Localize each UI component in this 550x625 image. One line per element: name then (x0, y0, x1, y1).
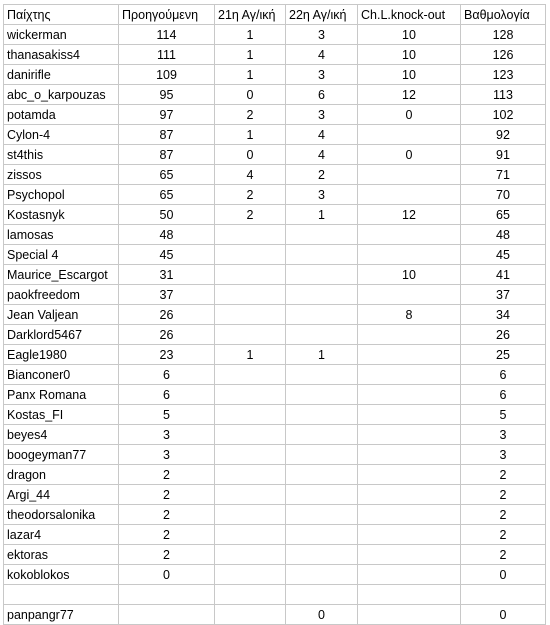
score-cell[interactable]: 2 (461, 545, 546, 565)
score-cell[interactable] (286, 525, 358, 545)
score-cell[interactable]: 3 (119, 425, 215, 445)
score-cell[interactable] (215, 445, 286, 465)
score-cell[interactable] (215, 425, 286, 445)
score-cell[interactable]: 2 (215, 185, 286, 205)
score-cell[interactable] (358, 345, 461, 365)
score-cell[interactable] (358, 545, 461, 565)
score-cell[interactable] (358, 465, 461, 485)
table-row (4, 305, 546, 325)
table-row (4, 425, 546, 445)
table-row (4, 485, 546, 505)
table-row (4, 465, 546, 485)
header-player[interactable]: Παίχτης (4, 5, 119, 25)
table-row (4, 365, 546, 385)
player-name-cell[interactable]: beyes4 (4, 425, 119, 445)
score-cell[interactable]: 0 (215, 145, 286, 165)
score-cell[interactable]: 45 (461, 245, 546, 265)
score-cell[interactable]: 2 (215, 105, 286, 125)
player-name-cell[interactable]: ektoras (4, 545, 119, 565)
player-name-cell[interactable]: danirifle (4, 65, 119, 85)
score-cell[interactable]: 6 (286, 85, 358, 105)
score-cell[interactable]: 26 (119, 325, 215, 345)
table-row (4, 245, 546, 265)
score-cell[interactable] (358, 285, 461, 305)
table-body (4, 25, 546, 625)
score-cell[interactable]: 65 (119, 165, 215, 185)
player-name-cell[interactable]: thanasakiss4 (4, 45, 119, 65)
score-cell[interactable]: 2 (461, 525, 546, 545)
score-cell[interactable]: 1 (286, 345, 358, 365)
score-cell[interactable]: 102 (461, 105, 546, 125)
score-cell[interactable]: 3 (286, 105, 358, 125)
score-cell[interactable]: 113 (461, 85, 546, 105)
player-name-cell[interactable]: Cylon-4 (4, 125, 119, 145)
score-cell[interactable]: 31 (119, 265, 215, 285)
score-cell[interactable]: 10 (358, 25, 461, 45)
score-cell[interactable] (358, 385, 461, 405)
score-cell[interactable] (286, 385, 358, 405)
table-row (4, 525, 546, 545)
score-cell[interactable]: 71 (461, 165, 546, 185)
score-cell[interactable]: 91 (461, 145, 546, 165)
header-round-21[interactable]: 21η Αγ/ική (215, 5, 286, 25)
score-cell[interactable] (215, 265, 286, 285)
table-row (4, 225, 546, 245)
score-cell[interactable]: 2 (461, 485, 546, 505)
score-cell[interactable]: 10 (358, 265, 461, 285)
score-cell[interactable]: 126 (461, 45, 546, 65)
score-cell[interactable]: 2 (215, 205, 286, 225)
player-name-cell[interactable]: theodorsalonika (4, 505, 119, 525)
table-row (4, 265, 546, 285)
score-cell[interactable] (358, 125, 461, 145)
score-cell[interactable]: 26 (461, 325, 546, 345)
score-cell[interactable] (358, 445, 461, 465)
score-cell[interactable] (286, 325, 358, 345)
score-cell[interactable]: 45 (119, 245, 215, 265)
score-cell[interactable] (358, 185, 461, 205)
score-cell[interactable]: 70 (461, 185, 546, 205)
score-cell[interactable] (286, 405, 358, 425)
score-cell[interactable]: 0 (119, 565, 215, 585)
table-row (4, 545, 546, 565)
score-cell[interactable]: 6 (461, 385, 546, 405)
score-cell[interactable]: 12 (358, 205, 461, 225)
table-row (4, 585, 546, 605)
score-cell[interactable]: 0 (358, 105, 461, 125)
score-cell[interactable] (286, 225, 358, 245)
table-row (4, 85, 546, 105)
score-cell[interactable]: 26 (119, 305, 215, 325)
score-cell[interactable]: 5 (461, 405, 546, 425)
player-name-cell[interactable]: kokoblokos (4, 565, 119, 585)
score-cell[interactable] (358, 505, 461, 525)
score-cell[interactable] (215, 285, 286, 305)
table-row (4, 185, 546, 205)
score-cell[interactable]: 3 (286, 65, 358, 85)
score-cell[interactable] (358, 325, 461, 345)
score-cell[interactable]: 37 (461, 285, 546, 305)
score-cell[interactable] (286, 365, 358, 385)
table-row (4, 405, 546, 425)
score-cell[interactable] (286, 305, 358, 325)
score-cell[interactable]: 34 (461, 305, 546, 325)
player-name-cell[interactable]: wickerman (4, 25, 119, 45)
score-cell[interactable]: 12 (358, 85, 461, 105)
player-name-cell[interactable]: Bianconer0 (4, 365, 119, 385)
player-name-cell[interactable]: lazar4 (4, 525, 119, 545)
table-row (4, 145, 546, 165)
score-cell[interactable]: 0 (358, 145, 461, 165)
score-cell[interactable]: 6 (119, 385, 215, 405)
score-cell[interactable]: 114 (119, 25, 215, 45)
table-row (4, 345, 546, 365)
score-cell[interactable]: 128 (461, 25, 546, 45)
score-cell[interactable]: 123 (461, 65, 546, 85)
score-cell[interactable]: 48 (119, 225, 215, 245)
player-name-cell[interactable]: paokfreedom (4, 285, 119, 305)
score-cell[interactable]: 1 (215, 45, 286, 65)
score-cell[interactable] (358, 165, 461, 185)
score-cell[interactable]: 2 (119, 525, 215, 545)
player-name-cell[interactable]: Jean Valjean (4, 305, 119, 325)
score-cell[interactable]: 4 (215, 165, 286, 185)
score-cell[interactable]: 10 (358, 45, 461, 65)
score-cell[interactable] (286, 285, 358, 305)
score-cell[interactable] (215, 405, 286, 425)
player-name-cell[interactable]: st4this (4, 145, 119, 165)
score-cell[interactable]: 87 (119, 125, 215, 145)
score-cell[interactable]: 1 (215, 65, 286, 85)
score-cell[interactable] (286, 465, 358, 485)
score-cell[interactable] (358, 585, 461, 605)
score-cell[interactable] (215, 325, 286, 345)
table-row (4, 205, 546, 225)
score-cell[interactable]: 2 (119, 465, 215, 485)
table-row (4, 285, 546, 305)
score-cell[interactable]: 3 (286, 25, 358, 45)
score-cell[interactable] (215, 525, 286, 545)
score-cell[interactable] (215, 505, 286, 525)
player-name-cell[interactable]: Panx Romana (4, 385, 119, 405)
player-name-cell[interactable]: Darklord5467 (4, 325, 119, 345)
score-cell[interactable]: 65 (461, 205, 546, 225)
score-cell[interactable]: 1 (215, 345, 286, 365)
score-cell[interactable]: 0 (215, 85, 286, 105)
score-cell[interactable]: 6 (119, 365, 215, 385)
score-cell[interactable]: 111 (119, 45, 215, 65)
score-cell[interactable] (215, 485, 286, 505)
score-cell[interactable] (461, 585, 546, 605)
player-name-cell[interactable]: panpangr77 (4, 605, 119, 625)
player-name-cell[interactable]: Psychopol (4, 185, 119, 205)
score-cell[interactable]: 4 (286, 125, 358, 145)
score-cell[interactable]: 4 (286, 45, 358, 65)
table-row (4, 505, 546, 525)
score-cell[interactable]: 2 (461, 465, 546, 485)
score-cell[interactable] (286, 545, 358, 565)
score-cell[interactable] (358, 405, 461, 425)
player-name-cell[interactable]: Special 4 (4, 245, 119, 265)
score-cell[interactable] (215, 225, 286, 245)
score-cell[interactable] (119, 605, 215, 625)
score-cell[interactable]: 65 (119, 185, 215, 205)
score-cell[interactable] (215, 565, 286, 585)
header-cl-knockout[interactable]: Ch.L.knock-out (358, 5, 461, 25)
header-standings[interactable]: Βαθμολογία (461, 5, 546, 25)
score-cell[interactable] (286, 505, 358, 525)
table-row (4, 385, 546, 405)
score-cell[interactable]: 3 (286, 185, 358, 205)
score-cell[interactable] (358, 525, 461, 545)
header-previous[interactable]: Προηγούμενη (119, 5, 215, 25)
player-name-cell[interactable]: lamosas (4, 225, 119, 245)
score-cell[interactable] (215, 605, 286, 625)
score-cell[interactable]: 25 (461, 345, 546, 365)
score-cell[interactable]: 2 (119, 505, 215, 525)
score-cell[interactable] (215, 385, 286, 405)
score-cell[interactable]: 0 (461, 565, 546, 585)
score-cell[interactable] (215, 305, 286, 325)
table-row (4, 165, 546, 185)
table-row (4, 325, 546, 345)
table-row (4, 105, 546, 125)
score-cell[interactable]: 10 (358, 65, 461, 85)
player-name-cell[interactable]: Kostasnyk (4, 205, 119, 225)
player-name-cell[interactable]: zissos (4, 165, 119, 185)
score-cell[interactable] (215, 245, 286, 265)
score-cell[interactable] (286, 265, 358, 285)
score-cell[interactable]: 23 (119, 345, 215, 365)
player-name-cell[interactable]: Eagle1980 (4, 345, 119, 365)
score-cell[interactable] (119, 585, 215, 605)
player-name-cell[interactable] (4, 585, 119, 605)
score-cell[interactable] (286, 245, 358, 265)
score-cell[interactable]: 48 (461, 225, 546, 245)
score-cell[interactable]: 2 (119, 545, 215, 565)
score-cell[interactable] (358, 485, 461, 505)
standings-table (3, 4, 546, 625)
score-cell[interactable] (215, 585, 286, 605)
score-cell[interactable]: 2 (119, 485, 215, 505)
player-name-cell[interactable]: abc_o_karpouzas (4, 85, 119, 105)
score-cell[interactable]: 0 (286, 605, 358, 625)
score-cell[interactable]: 41 (461, 265, 546, 285)
score-cell[interactable] (358, 565, 461, 585)
score-cell[interactable] (215, 465, 286, 485)
score-cell[interactable]: 2 (461, 505, 546, 525)
score-cell[interactable] (286, 485, 358, 505)
table-row (4, 65, 546, 85)
score-cell[interactable]: 3 (461, 425, 546, 445)
header-round-22[interactable]: 22η Αγ/ική (286, 5, 358, 25)
score-cell[interactable] (286, 565, 358, 585)
player-name-cell[interactable]: Maurice_Escargot (4, 265, 119, 285)
table-row (4, 125, 546, 145)
score-cell[interactable]: 5 (119, 405, 215, 425)
player-name-cell[interactable]: boogeyman77 (4, 445, 119, 465)
score-cell[interactable]: 2 (286, 165, 358, 185)
score-cell[interactable]: 50 (119, 205, 215, 225)
player-name-cell[interactable]: Kostas_FI (4, 405, 119, 425)
player-name-cell[interactable]: dragon (4, 465, 119, 485)
score-cell[interactable]: 1 (286, 205, 358, 225)
score-cell[interactable] (358, 245, 461, 265)
score-cell[interactable] (215, 365, 286, 385)
player-name-cell[interactable]: Argi_44 (4, 485, 119, 505)
score-cell[interactable]: 92 (461, 125, 546, 145)
table-row (4, 565, 546, 585)
score-cell[interactable]: 3 (119, 445, 215, 465)
score-cell[interactable]: 109 (119, 65, 215, 85)
score-cell[interactable] (215, 545, 286, 565)
score-cell[interactable]: 3 (461, 445, 546, 465)
table-row (4, 605, 546, 625)
header-row (4, 5, 546, 25)
score-cell[interactable] (358, 225, 461, 245)
player-name-cell[interactable]: potamda (4, 105, 119, 125)
score-cell[interactable]: 97 (119, 105, 215, 125)
score-cell[interactable] (286, 585, 358, 605)
score-cell[interactable]: 4 (286, 145, 358, 165)
score-cell[interactable] (358, 425, 461, 445)
score-cell[interactable] (358, 365, 461, 385)
score-cell[interactable]: 8 (358, 305, 461, 325)
score-cell[interactable]: 6 (461, 365, 546, 385)
table-row (4, 25, 546, 45)
score-cell[interactable] (286, 425, 358, 445)
table-row (4, 45, 546, 65)
score-cell[interactable] (286, 445, 358, 465)
score-cell[interactable]: 0 (461, 605, 546, 625)
table-row (4, 445, 546, 465)
score-cell[interactable]: 1 (215, 25, 286, 45)
score-cell[interactable]: 1 (215, 125, 286, 145)
score-cell[interactable]: 37 (119, 285, 215, 305)
score-cell[interactable] (358, 605, 461, 625)
score-cell[interactable]: 95 (119, 85, 215, 105)
score-cell[interactable]: 87 (119, 145, 215, 165)
